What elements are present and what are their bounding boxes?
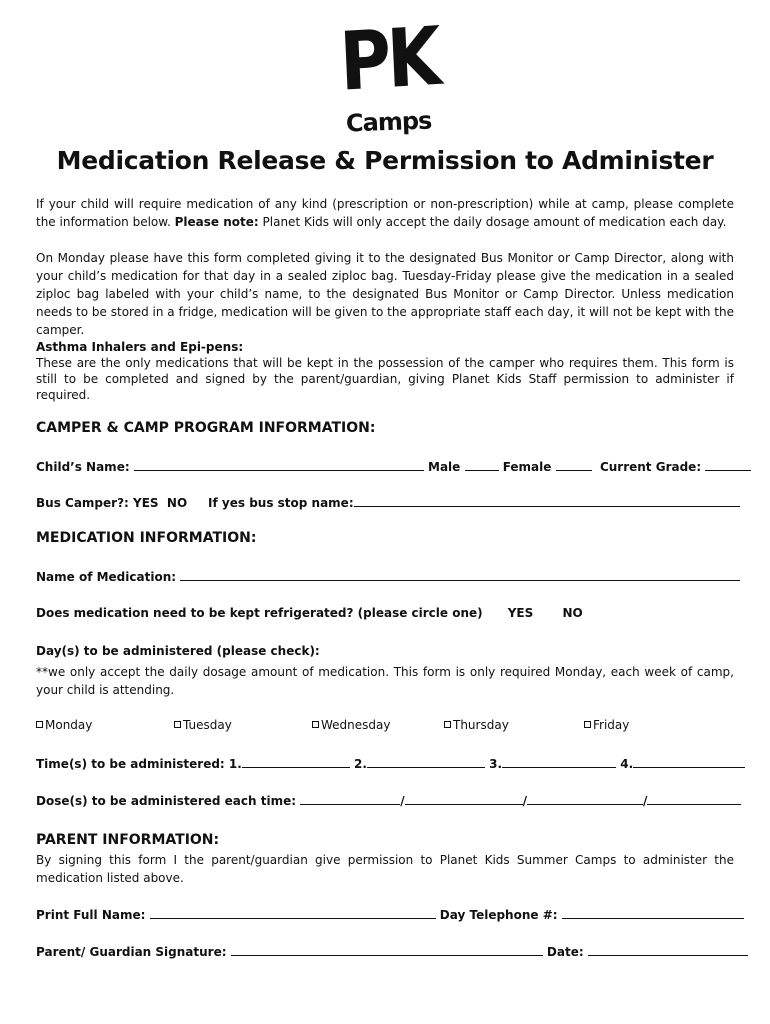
- days-label: Day(s) to be administered (please check):: [36, 644, 320, 658]
- female-label: Female: [502, 460, 552, 474]
- time-num-2: 2.: [354, 757, 367, 771]
- time-field-3[interactable]: [502, 755, 616, 768]
- day-phone-field[interactable]: [562, 906, 744, 919]
- print-name-label: Print Full Name:: [36, 908, 146, 922]
- time-field-4[interactable]: [633, 755, 745, 768]
- page-title: Medication Release & Permission to Administer: [56, 146, 714, 175]
- note-text: Planet Kids will only accept the daily dosage amount of medication each day.: [262, 215, 727, 229]
- signature-field[interactable]: [231, 943, 543, 956]
- medication-name-row: [36, 568, 740, 584]
- date-field[interactable]: [588, 943, 748, 956]
- dose-field-4[interactable]: [647, 792, 741, 805]
- bus-stop-field[interactable]: [354, 494, 740, 507]
- intro-paragraph-2: On Monday please have this form completed giving it to the designated Bus Monitor or Camp Director, along with your child’s medication for that day in a sealed ziploc bag. Tuesday-Friday please give the medication in a sealed ziploc bag labeled with your child’s name, to the designated Bus Monitor or Camp Director. Unless medication needs to be stored in a fridge, medication will be given to the appropriate staff each day, it will not be kept with the camper.: [36, 251, 734, 337]
- intro-text: If your child will require medication of any kind (prescription or non-prescription) while at camp, please complete the information below.: [36, 197, 734, 229]
- signature-label: Parent/ Guardian Signature:: [36, 945, 227, 959]
- day-check-monday[interactable]: [36, 718, 92, 732]
- male-label: Male: [428, 460, 461, 474]
- parent-consent-text: By signing this form I the parent/guardian give permission to Planet Kids Summer Camps to administer the medication listed above.: [36, 853, 734, 885]
- refrigerated-yes-option[interactable]: YES: [507, 606, 534, 620]
- bus-camper-label: Bus Camper?:: [36, 496, 129, 510]
- day-label: Tuesday: [183, 718, 232, 732]
- date-label: Date:: [546, 945, 584, 959]
- day-check-tuesday[interactable]: [174, 718, 232, 732]
- refrigerated-no-option[interactable]: NO: [562, 606, 583, 620]
- asthma-text: These are the only medications that will be kept in the possession of the camper who requires them. This form is still to be completed and signed by the parent/guardian, giving Planet Kids Staff permission to administer if required.: [36, 356, 734, 402]
- checkbox-icon: [174, 721, 181, 728]
- time-num-1: 1.: [228, 757, 242, 771]
- medication-name-field[interactable]: [180, 568, 740, 581]
- childs-name-row: [36, 458, 751, 474]
- female-field[interactable]: [556, 458, 592, 471]
- bus-no-option[interactable]: NO: [166, 496, 188, 510]
- days-note: **we only accept the daily dosage amount of medication. This form is only required Monday, each week of camp, your child is attending.: [36, 665, 734, 697]
- grade-field[interactable]: [705, 458, 751, 471]
- camper-heading: CAMPER & CAMP PROGRAM INFORMATION:: [36, 420, 376, 436]
- time-num-4: 4.: [620, 757, 634, 771]
- day-label: Wednesday: [321, 718, 391, 732]
- times-label: Time(s) to be administered:: [36, 757, 225, 771]
- childs-name-field[interactable]: [134, 458, 424, 471]
- time-num-3: 3.: [489, 757, 503, 771]
- print-name-field[interactable]: [150, 906, 436, 919]
- logo-camps: Camps: [345, 106, 432, 138]
- checkbox-icon: [312, 721, 319, 728]
- grade-label: Current Grade:: [599, 460, 702, 474]
- day-label: Monday: [45, 718, 93, 732]
- refrigerated-label: Does medication need to be kept refrigerated? (please circle one): [36, 606, 483, 620]
- dose-field-2[interactable]: [405, 792, 523, 805]
- checkbox-icon: [36, 721, 43, 728]
- bus-camper-row: [36, 494, 740, 510]
- asthma-title: Asthma Inhalers and Epi-pens:: [36, 340, 244, 354]
- doses-label: Dose(s) to be administered each time:: [36, 794, 297, 808]
- medication-name-label: Name of Medication:: [36, 570, 177, 584]
- logo-pk: PK: [337, 9, 440, 110]
- intro-paragraph-1: [36, 195, 734, 231]
- doses-row: Dose(s) to be administered each time: / / /: [36, 792, 741, 808]
- checkbox-icon: [584, 721, 591, 728]
- time-field-2[interactable]: [367, 755, 485, 768]
- childs-name-label: Child’s Name:: [36, 460, 130, 474]
- note-label: Please note:: [174, 215, 259, 229]
- dose-field-1[interactable]: [300, 792, 400, 805]
- parent-heading: PARENT INFORMATION:: [36, 832, 220, 848]
- print-name-row: [36, 906, 744, 922]
- day-phone-label: Day Telephone #:: [439, 908, 558, 922]
- checkbox-icon: [444, 721, 451, 728]
- bus-yes-option[interactable]: YES: [133, 496, 159, 510]
- medication-heading: MEDICATION INFORMATION:: [36, 530, 257, 546]
- signature-row: [36, 943, 748, 959]
- day-label: Thursday: [453, 718, 509, 732]
- bus-stop-label: If yes bus stop name:: [208, 496, 354, 510]
- time-field-1[interactable]: [242, 755, 350, 768]
- male-field[interactable]: [465, 458, 499, 471]
- times-row: [36, 755, 745, 771]
- refrigerated-row: [36, 606, 583, 620]
- day-check-wednesday[interactable]: [312, 718, 390, 732]
- day-check-thursday[interactable]: [444, 718, 509, 732]
- dose-field-3[interactable]: [527, 792, 643, 805]
- day-check-friday[interactable]: [584, 718, 629, 732]
- day-label: Friday: [593, 718, 630, 732]
